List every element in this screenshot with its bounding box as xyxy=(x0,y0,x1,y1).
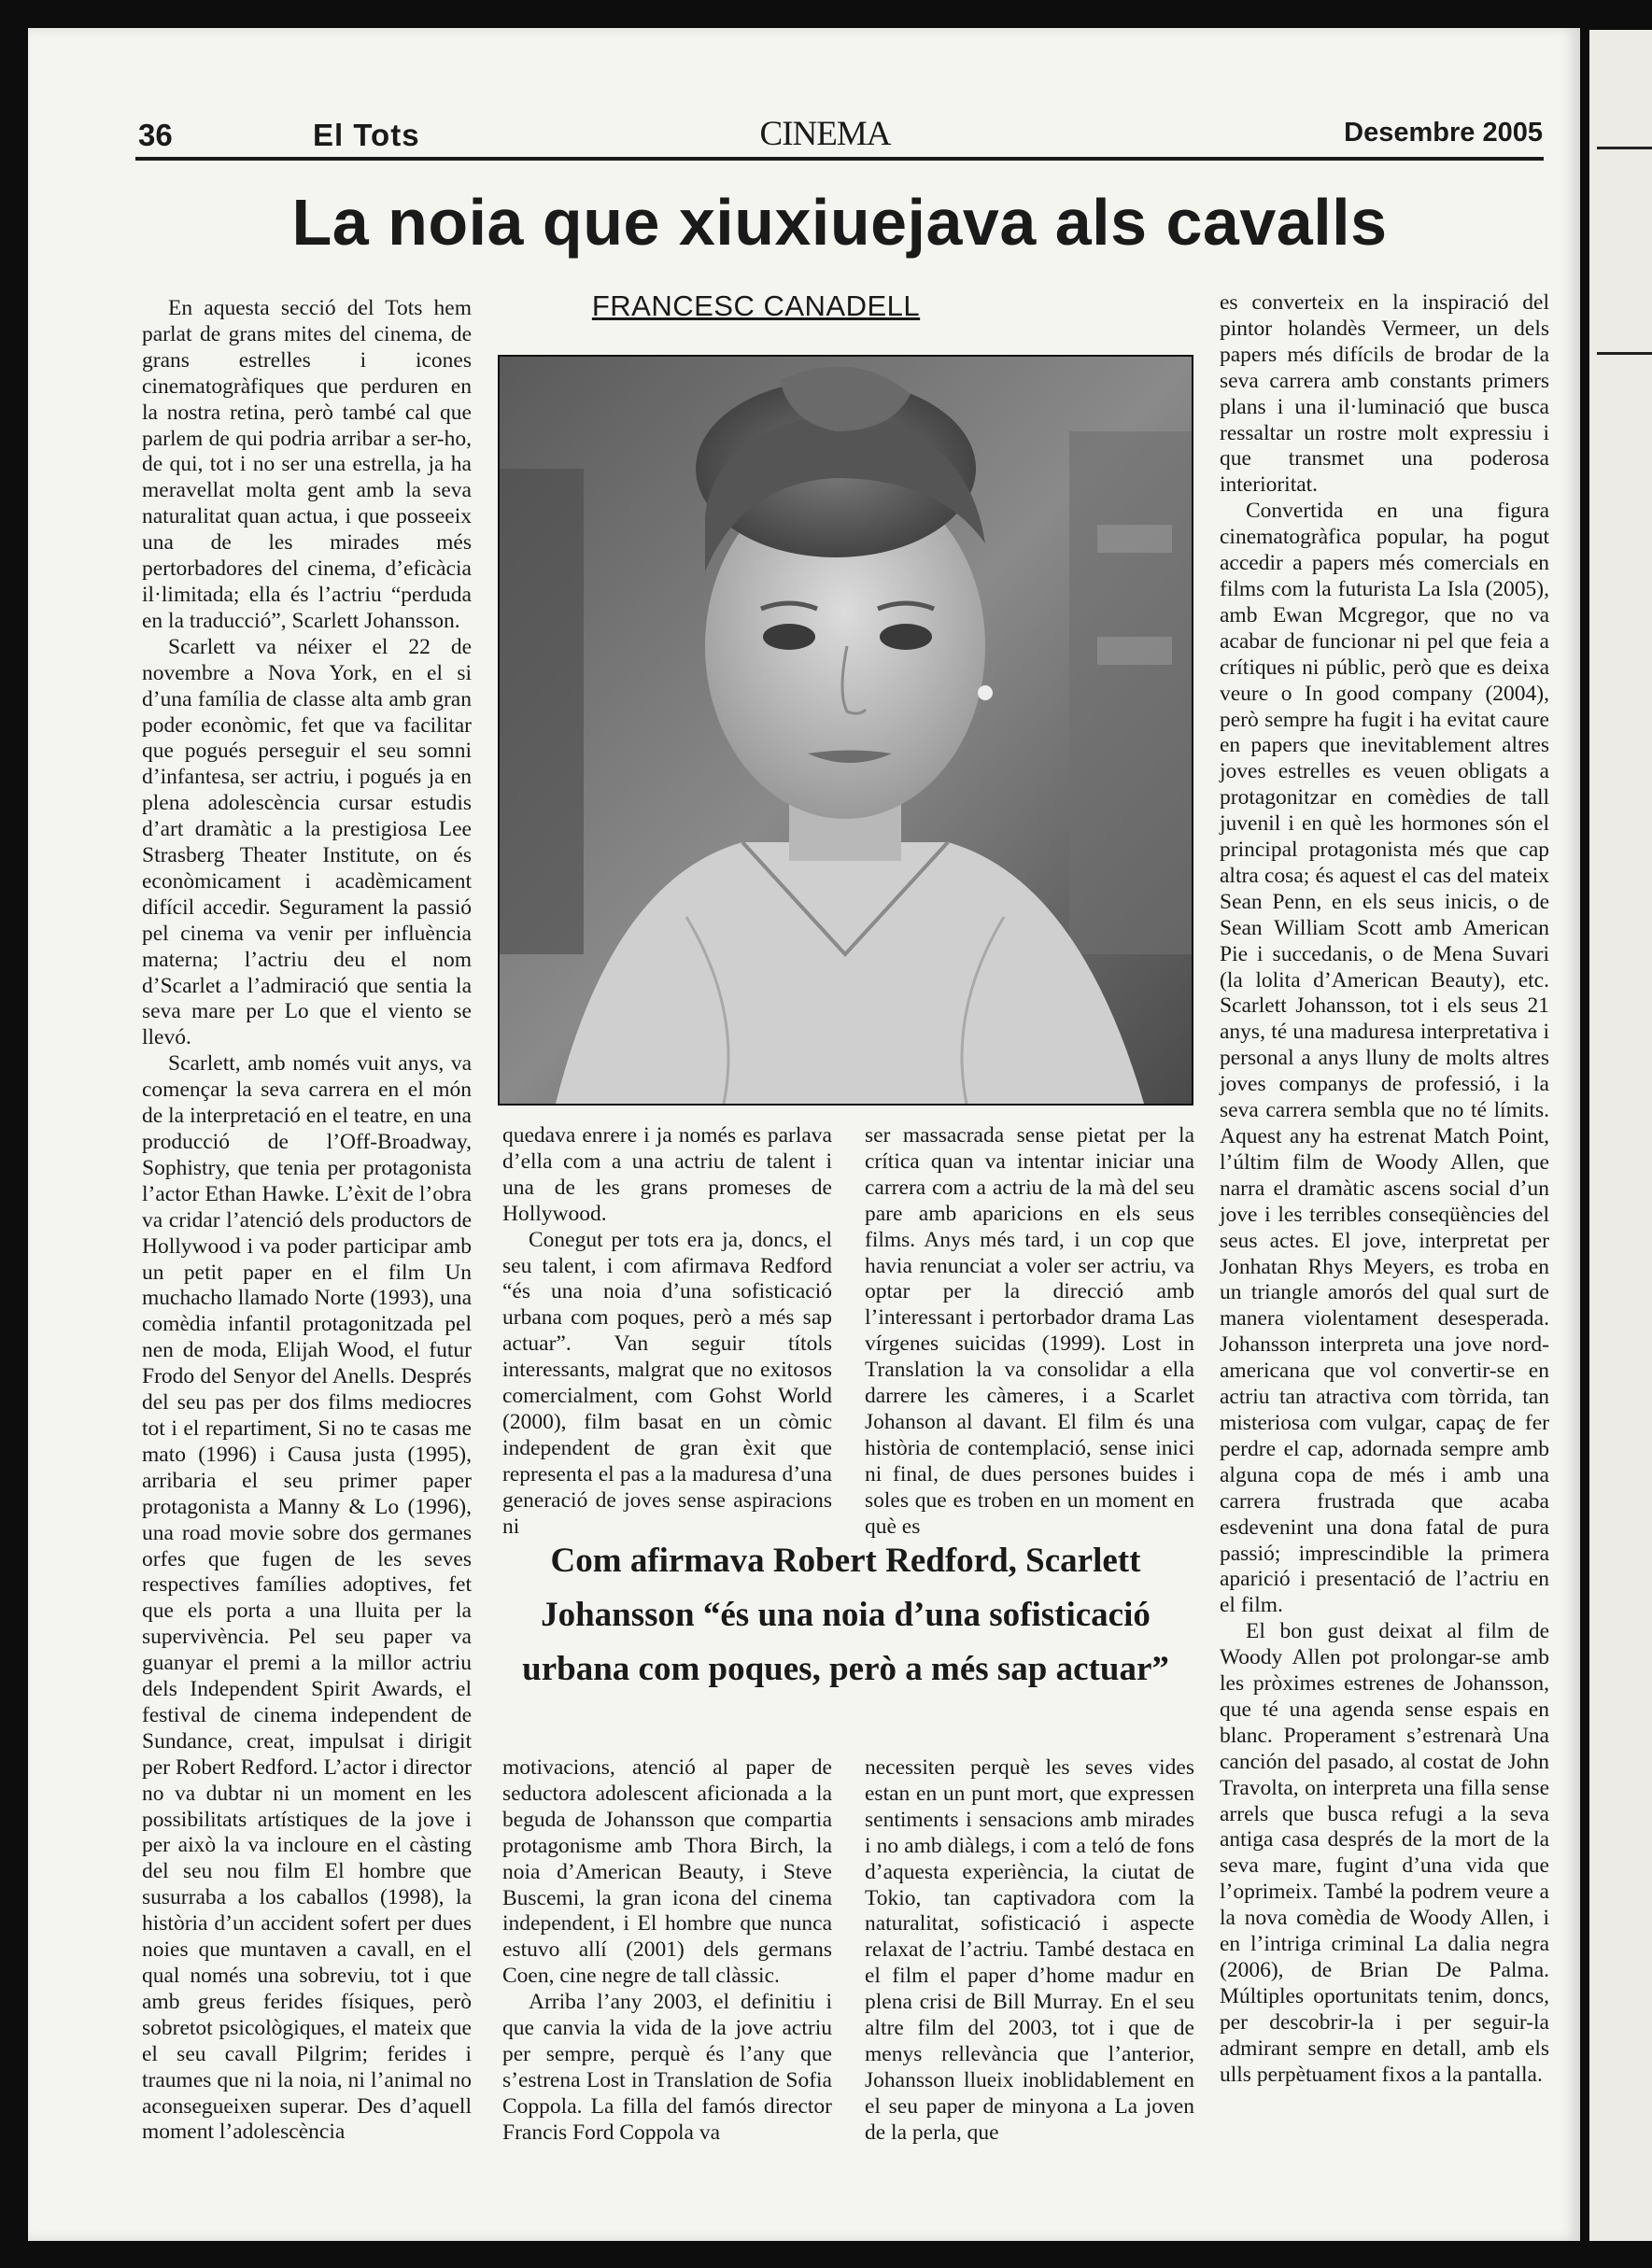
portrait-illustration xyxy=(500,357,1192,1104)
article-byline: FRANCESC CANADELL xyxy=(591,289,921,322)
column-4 xyxy=(1220,290,1549,2089)
section-name: CINEMA xyxy=(759,115,891,153)
adjacent-page-edge xyxy=(1589,30,1652,2241)
column-2-top xyxy=(502,1123,832,1541)
publication-name: El Tots xyxy=(313,118,420,152)
column-3-bottom xyxy=(865,1755,1194,2147)
paragraph: El bon gust deixat al film de Woody Allen pot prolongar-se amb les pròximes estrenes de Johansson, que té una agenda sense espais en blanc. Properament s’estrenarà Una canción del pasado, al costat de John Travolta, on interpreta una filla sense arrels que busca refugi a la seva antiga casa després de la mort de la seva mare, fugint d’una vida que l’oprimeix. També la podrem veure a la nova comèdia de Woody Allen, i en l’intriga criminal La dalia negra (2006), de Brian De Palma. Múltiples oportunitats tenim, doncs, per descobrir-la i per seguir-la admirant sempre en detall, amb els ulls perpètuament fixos a la pantalla. xyxy=(1220,1619,1549,2087)
column-2-bottom xyxy=(502,1755,832,2147)
paragraph: quedava enrere i ja només es parlava d’ella com a una actriu de talent i una de les grans promeses de Hollywood. xyxy=(502,1123,832,1226)
paragraph: necessiten perquè les seves vides estan en un punt mort, que expressen sentiments i sensacions amb mirades i no amb diàlegs, i com a teló de fons d’aquesta experiència, la ciutat de Tokio, tan captivadora com la naturalitat, sofisticació i aspecte relaxat de l’actriu. També destaca en el film el paper d’home madur en plena crisi de Bill Murray. En el seu altre film del 2003, tot i que de menys rellevància que l’anterior, Johansson llueix inoblidablement en el seu paper de minyona a La joven de la perla, que xyxy=(865,1755,1194,2145)
column-1 xyxy=(142,296,472,2146)
paragraph: Scarlett, amb només vuit anys, va començar la seva carrera en el món de la interpretació en el teatre, en una producció de l’Off-Broadway, Sophistry, que tenia per protagonista l’actor Ethan Hawke. L’èxit de l’obra va cridar l’atenció dels productors de Hollywood i va poder participar amb un petit paper en el film Un muchacho llamado Norte (1993), una comèdia infantil protagonitzada pel nen de moda, Elijah Wood, el futur Frodo del Senyor del Anells. Després del seu pas per dos films mediocres tot i el repartiment, Si no te casas me mato (1996) i Causa justa (1995), arribaria el seu primer paper protagonista a Manny & Lo (1996), una road movie sobre dos germanes orfes que fugen de les seves respectives famílies adoptives, fet que els porta a una lluita per la supervivència. Pel seu paper va guanyar el premi a la millor actriu dels Independent Spirit Awards, el festival de cinema independent de Sundance, creat, impulsat i dirigit per Robert Redford. L’actor i director no va dubtar ni un moment en les possibilitats artístiques de la jove i per això la va incloure en el càsting del seu nou film El hombre que susurraba a los caballos (1998), la història d’un accident sofert per dues noies que muntaven a cavall, en el qual només una sobreviu, tot i que amb greus ferides físiques, però sobretot psicològiques, el mateix que el seu cavall Pilgrim; ferides i traumes que ni la noia, ni l’animal no aconsegueixen superar. Des d’aquell moment l’adolescència xyxy=(142,1051,472,2145)
paragraph: motivacions, atenció al paper de seductora adolescent aficionada a la beguda de Johansson que compartia protagonisme amb Thora Birch, la noia d’American Beauty, i Steve Buscemi, la gran icona del cinema independent, i El hombre que nunca estuvo allí (2001) dels germans Coen, cine negre de tall clàssic. xyxy=(502,1755,832,1989)
page-number: 36 xyxy=(138,118,173,152)
portrait-photo xyxy=(498,355,1193,1106)
issue-date: Desembre 2005 xyxy=(1344,118,1543,148)
page-header xyxy=(107,114,1543,151)
column-3-top xyxy=(865,1123,1194,1541)
paragraph: es converteix en la inspiració del pintor holandès Vermeer, un dels papers més difícils de brodar de la seva carrera amb constants primers plans i una il·luminació que busca ressaltar un rostre molt expressiu i que transmet una poderosa interioritat. xyxy=(1220,290,1549,498)
article-title: La noia que xiuxiuejava als cavalls xyxy=(291,186,1388,259)
paragraph: Convertida en una figura cinematogràfica popular, ha pogut accedir a papers més comercials en films com la futurista La Isla (2005), amb Ewan Mcgregor, que no va acabar de funcionar ni pel que feia a crítiques ni públic, però que es deixa veure o In good company (2004), però sempre ha fugit i ha evitat caure en papers que inevitablement altres joves estrelles es veuen obligats a protagonitzar en comèdies de tall juvenil i en què les hormones són el principal protagonista més que cap altra cosa; és aquest el cas del mateix Sean Penn, en els seus inicis, o de Sean William Scott amb American Pie i succedanis, o de Mena Suvari (la lolita d’American Beauty), etc. Scarlett Johansson, tot i els seus 21 anys, té una maduresa interpretativa i personal a anys lluny de molts altres joves companys de professió, i la seva carrera sembla que no té límits. Aquest any ha estrenat Match Point, l’últim film de Woody Allen, que narra el dramàtic ascens social d’un jove i les terribles conseqüències del seus actes. El jove, interpretat per Jonhatan Rhys Meyers, es troba en un triangle amorós del qual surt de manera violentament desesperada. Johansson interpreta una jove nord-americana que vol convertir-se en actriu tan atractiva com tòrrida, tan misteriosa com vulgar, capaç de fer perdre el cap, adornada sempre amb alguna copa de més i amb una carrera frustrada que acaba esdevenint una dona fatal de pura passió; imprescindible la primera aparició i presentació de l’actriu en el film. xyxy=(1220,499,1549,1618)
paragraph: Scarlett va néixer el 22 de novembre a Nova York, en el si d’una família de classe alta amb gran poder econòmic, fet que va facilitar que pogués perseguir el seu somni d’infantesa, ser actriu, i pogués ja en plena adolescència cursar estudis d’art dramàtic a la prestigiosa Lee Strasberg Theater Institute, on és econòmicament i acadèmicament difícil accedir. Segurament la passió pel cinema va venir per influència materna; l’actriu deu el nom d’Scarlet a l’admiració que sentia la seva mare per Lo que el viento se llevó. xyxy=(142,634,472,1050)
paragraph: ser massacrada sense pietat per la crítica quan va intentar iniciar una carrera com a actriu de la mà del seu pare amb aparicions en els seus films. Anys més tard, i un cop que havia renunciat a voler ser actriu, va optar per la direcció amb l’interessant i pertorbador drama Las vírgenes suicidas (1999). Lost in Translation la va consolidar a ella darrere les càmeres, i a Scarlet Johanson al davant. El film és una història de contemplació, sense inici ni final, de dues persones buides i soles que es troben en un moment en què es xyxy=(865,1123,1194,1539)
pull-quote: Com afirmava Robert Redford, Scarlett Johansson “és una noia d’una sofisticació urbana com poques, però a més sap actuar” xyxy=(522,1542,1169,1688)
paragraph: En aquesta secció del Tots hem parlat de grans mites del cinema, de grans estrelles i icones cinematogràfiques que perduren en la nostra retina, però també cal que parlem de qui podria arribar a ser-ho, de qui, tot i no ser una estrella, ja ha meravellat molta gent amb la seva naturalitat quan actua, i que posseeix una de les mirades més pertorbadores del cinema, d’eficàcia il·limitada; ella és l’actriu “perduda en la traducció”, Scarlett Johansson. xyxy=(142,296,472,633)
paragraph: Conegut per tots era ja, doncs, el seu talent, i com afirmava Redford “és una noia d’una sofisticació urbana com poques, però a més sap actuar”. Van seguir títols interessants, malgrat que no exitosos comercialment, com Gohst World (2000), film basat en un còmic independent de gran èxit que representa el pas a la maduresa d’una generació de joves sense aspiracions ni xyxy=(502,1227,832,1539)
header-rule xyxy=(135,157,1544,161)
paragraph: Arriba l’any 2003, el definitiu i que canvia la vida de la jove actriu per sempre, perquè és l’any que s’estrena Lost in Translation de Sofia Coppola. La filla del famós director Francis Ford Coppola va xyxy=(502,1990,832,2145)
